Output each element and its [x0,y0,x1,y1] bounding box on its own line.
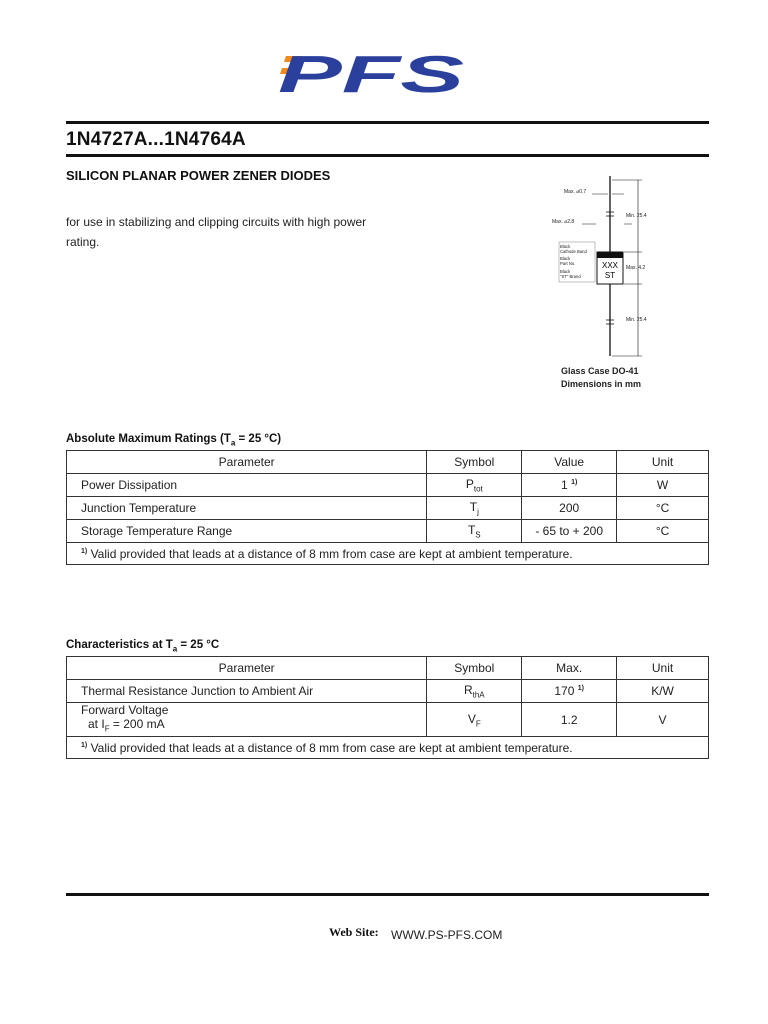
param-cell: Forward Voltage at $I_F = 200$ mA [67,703,427,737]
table-note-row [67,737,709,759]
part-no-label-2: Part No. [560,261,576,266]
product-subtitle: SILICON PLANAR POWER ZENER DIODES [66,168,331,183]
param-cell: Junction Temperature [67,497,427,520]
table-row [67,703,709,737]
symbol-cell: $R_{thA}$ [427,680,522,703]
symbol-cell: $P_{tot}$ [427,474,522,497]
body-length-label: Max. 4.2 [626,265,646,271]
value-cell: - 65 to + 200 [522,520,617,543]
website-url[interactable]: WWW.PS-PFS.COM [391,928,503,942]
param-cell: Thermal Resistance Junction to Ambient Air [67,680,427,703]
unit-cell: °C [617,520,709,543]
param-cell: Storage Temperature Range [67,520,427,543]
header-value: Value [522,451,617,474]
header-symbol: Symbol [427,657,522,680]
value-cell: 1.2 [522,703,617,737]
lead-diameter-label: Max. ⌀0.7 [564,189,587,195]
package-caption-case: Glass Case DO-41 [561,366,639,376]
header-parameter: Parameter [67,451,427,474]
abs-max-table [66,450,709,565]
do41-package-diagram [548,176,668,362]
symbol-cell: $V_F$ [427,703,522,737]
param-cell: Power Dissipation [67,474,427,497]
table-row [67,497,709,520]
symbol-cell: $T_S$ [427,520,522,543]
product-description: for use in stabilizing and clipping circuits with high power rating. [66,215,367,249]
value-cell: 1 $^{1)}$ [522,474,617,497]
package-caption-units: Dimensions in mm [561,379,642,389]
abs-max-heading: Absolute Maximum Ratings ($T_a = 25$ °C) [66,433,282,448]
characteristics-table [66,656,709,759]
website-label: Web Site: [329,925,379,939]
cathode-band-label-1: Black [560,244,571,249]
header-max: Max. [522,657,617,680]
header-parameter: Parameter [67,657,427,680]
st-brand-label-2: "ST" Brand [560,274,581,279]
footnote-cell: $^{1)}$ Valid provided that leads at a distance of 8 mm from case are kept at ambient temperature. [67,737,709,759]
pfs-logo [276,46,466,96]
part-no-label-1: Black [560,256,571,261]
logo-text: PFS [278,46,465,96]
table-row [67,680,709,703]
table-header-row [67,451,709,474]
package-caption [561,365,641,391]
symbol-cell: $T_j$ [427,497,522,520]
cathode-band-label-2: Cathode Band [560,249,587,254]
table-row [67,474,709,497]
header-rule-top [66,121,709,124]
header-rule-bottom [66,154,709,157]
unit-cell: V [617,703,709,737]
body-diameter-label: Max. ⌀2.8 [552,219,575,225]
value-cell: 200 [522,497,617,520]
body-marking-part: XXX [601,261,619,270]
bottom-lead-length-label: Min. 25.4 [626,317,647,323]
footnote-cell: $^{1)}$ Valid provided that leads at a distance of 8 mm from case are kept at ambient temperature. [67,543,709,565]
characteristics-heading: Characteristics at $T_a = 25$ °C [66,639,220,654]
page-title: 1N4727A...1N4764A [66,129,246,150]
unit-cell: W [617,474,709,497]
header-unit: Unit [617,657,709,680]
table-header-row [67,657,709,680]
footer-rule [66,893,709,896]
table-row [67,520,709,543]
unit-cell: °C [617,497,709,520]
header-symbol: Symbol [427,451,522,474]
body-marking-st: ST [604,271,616,280]
top-lead-length-label: Min. 25.4 [626,213,647,219]
unit-cell: K/W [617,680,709,703]
table-note-row [67,543,709,565]
value-cell: 170 $^{1)}$ [522,680,617,703]
st-brand-label-1: Black [560,269,571,274]
header-unit: Unit [617,451,709,474]
